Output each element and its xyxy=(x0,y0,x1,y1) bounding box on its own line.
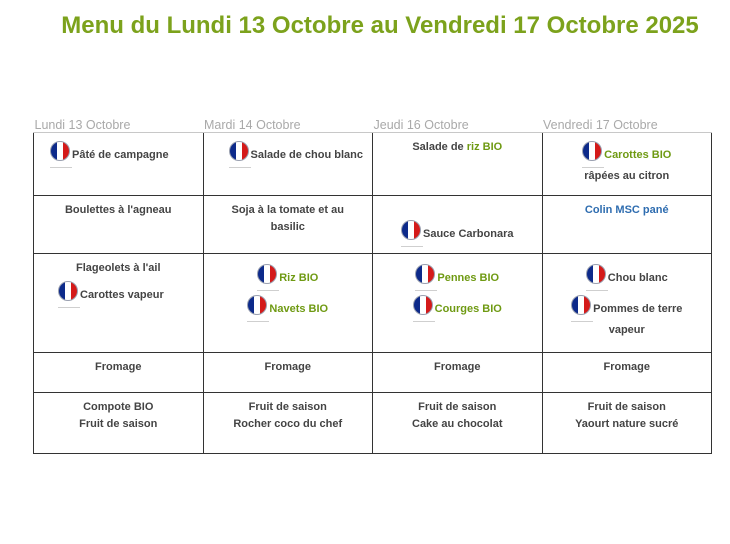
france-flag-icon xyxy=(582,141,602,161)
page-title: Menu du Lundi 13 Octobre au Vendredi 17 Octobre 2025 xyxy=(61,12,699,39)
france-flag-icon xyxy=(58,281,78,301)
table-row xyxy=(34,133,712,196)
flag-wrap xyxy=(229,141,251,168)
table-row xyxy=(34,393,712,454)
france-flag-icon xyxy=(586,264,606,284)
day-header-jeudi: Jeudi 16 Octobre xyxy=(373,117,543,133)
flag-wrap xyxy=(401,220,423,247)
entree-jeudi-text: Salade de xyxy=(412,141,467,153)
plat-lundi-text: Boulettes à l'agneau xyxy=(64,204,172,216)
france-flag-icon xyxy=(415,264,435,284)
france-flag-icon xyxy=(401,220,421,240)
france-flag-icon xyxy=(413,295,433,315)
accompagnement-jeudi-1: Pennes BIO xyxy=(437,272,500,284)
flag-wrap xyxy=(582,141,604,168)
france-flag-icon xyxy=(257,264,277,284)
fromage-mardi-cell xyxy=(203,353,373,393)
accompagnement-mardi-cell xyxy=(203,254,373,353)
accompagnement-vendredi-1: Chou blanc xyxy=(607,272,668,284)
dessert-vendredi-1: Fruit de saison xyxy=(587,401,666,413)
fromage-jeudi-text: Fromage xyxy=(434,361,481,373)
flag-wrap xyxy=(247,295,269,322)
table-row xyxy=(34,196,712,254)
dessert-jeudi-2: Cake au chocolat xyxy=(412,418,503,430)
fromage-lundi-cell xyxy=(34,353,204,393)
dessert-vendredi-cell xyxy=(542,393,712,454)
plat-mardi-text: Soja à la tomate et au basilic xyxy=(231,204,344,233)
entree-jeudi-bio: riz BIO xyxy=(466,141,503,153)
dessert-lundi-2: Fruit de saison xyxy=(79,418,158,430)
day-header-mardi: Mardi 14 Octobre xyxy=(203,117,373,133)
entree-lundi-text: Pâté de campagne xyxy=(72,149,169,161)
accompagnement-lundi-cell xyxy=(34,254,204,353)
dessert-lundi-cell xyxy=(34,393,204,454)
dessert-lundi-1: Compote BIO xyxy=(83,401,154,413)
dessert-mardi-cell xyxy=(203,393,373,454)
accompagnement-jeudi-2: Courges BIO xyxy=(434,303,502,315)
flag-wrap xyxy=(586,264,608,291)
entree-mardi-cell xyxy=(203,133,373,196)
entree-lundi-cell xyxy=(34,133,204,196)
entree-vendredi-bio: Carottes BIO xyxy=(604,149,672,161)
plat-vendredi-cell xyxy=(542,196,712,254)
table-row xyxy=(34,254,712,353)
accompagnement-lundi-2: Carottes vapeur xyxy=(80,289,164,301)
flag-wrap xyxy=(58,281,80,308)
flag-wrap xyxy=(413,295,435,322)
fromage-jeudi-cell xyxy=(373,353,543,393)
accompagnement-mardi-1: Riz BIO xyxy=(279,272,319,284)
dessert-mardi-2: Rocher coco du chef xyxy=(233,418,343,430)
menu-table xyxy=(33,117,712,454)
accompagnement-mardi-2: Navets BIO xyxy=(269,303,329,315)
france-flag-icon xyxy=(571,295,591,315)
accompagnement-vendredi-cell xyxy=(542,254,712,353)
entree-vendredi-cell xyxy=(542,133,712,196)
flag-wrap xyxy=(50,141,72,168)
france-flag-icon xyxy=(247,295,267,315)
flag-wrap xyxy=(415,264,437,291)
dessert-jeudi-1: Fruit de saison xyxy=(418,401,497,413)
plat-mardi-cell xyxy=(203,196,373,254)
entree-jeudi-cell xyxy=(373,133,543,196)
entree-vendredi-text: râpées au citron xyxy=(584,170,670,182)
plat-lundi-cell xyxy=(34,196,204,254)
plat-jeudi-text: Sauce Carbonara xyxy=(423,228,514,240)
accompagnement-jeudi-cell xyxy=(373,254,543,353)
dessert-jeudi-cell xyxy=(373,393,543,454)
fromage-mardi-text: Fromage xyxy=(264,361,311,373)
plat-jeudi-cell xyxy=(373,196,543,254)
france-flag-icon xyxy=(229,141,249,161)
flag-wrap xyxy=(257,264,279,291)
accompagnement-vendredi-2: Pommes de terre vapeur xyxy=(593,303,683,336)
table-row xyxy=(34,353,712,393)
france-flag-icon xyxy=(50,141,70,161)
dessert-vendredi-2: Yaourt nature sucré xyxy=(575,418,679,430)
day-header-vendredi: Vendredi 17 Octobre xyxy=(542,117,712,133)
entree-mardi-text: Salade de chou blanc xyxy=(250,149,363,161)
plat-vendredi-text: Colin MSC pané xyxy=(584,204,669,216)
fromage-vendredi-cell xyxy=(542,353,712,393)
accompagnement-lundi-1: Flageolets à l'ail xyxy=(75,262,161,274)
flag-wrap xyxy=(571,295,593,322)
day-header-lundi: Lundi 13 Octobre xyxy=(34,117,204,133)
fromage-lundi-text: Fromage xyxy=(95,361,142,373)
dessert-mardi-1: Fruit de saison xyxy=(248,401,327,413)
fromage-vendredi-text: Fromage xyxy=(603,361,650,373)
